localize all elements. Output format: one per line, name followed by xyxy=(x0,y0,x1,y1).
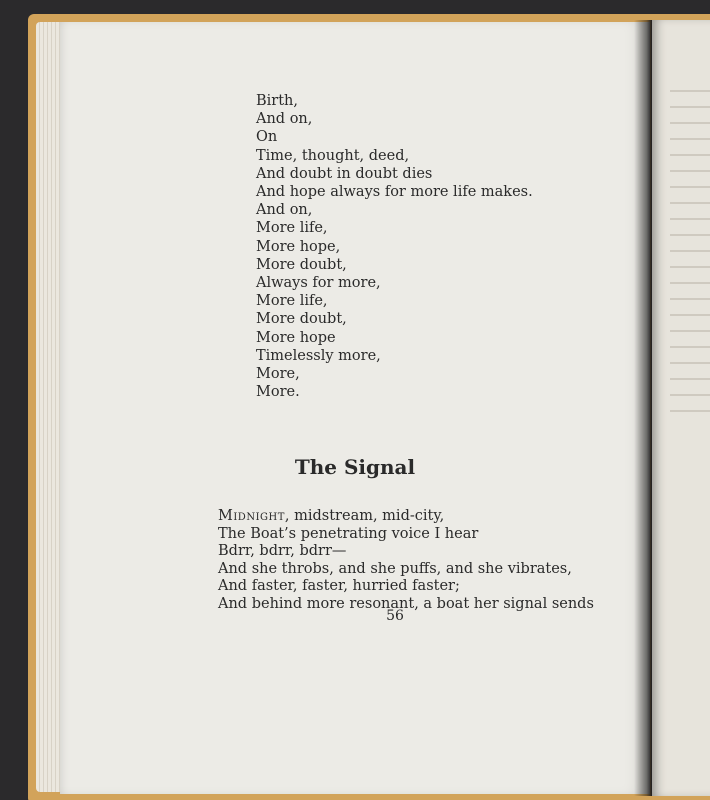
poem-line: More hope, xyxy=(256,238,341,255)
poem-line: And on, xyxy=(256,111,313,128)
poem-line: More life, xyxy=(256,220,328,237)
poem-line: And hope always for more life makes. xyxy=(256,184,533,201)
poem-line: Always for more, xyxy=(256,275,381,292)
poem-line: And faster, faster, hurried faster; xyxy=(218,578,460,595)
poem-line: And on, xyxy=(256,202,313,219)
poem-first-line xyxy=(218,508,594,526)
facing-page xyxy=(652,20,710,796)
facing-page-text-bleed xyxy=(670,90,710,426)
poem-line: Bdrr, bdrr, bdrr— xyxy=(218,543,347,560)
poem-line: On xyxy=(256,129,278,146)
poem-line: More, xyxy=(256,366,300,383)
page-number: 56 xyxy=(386,608,404,624)
poem-line: And behind more resonant, a boat her signal sends xyxy=(218,595,594,612)
poem-line: More doubt, xyxy=(256,256,347,273)
poem-continued xyxy=(256,92,533,401)
poem-first-word: Midnight xyxy=(218,508,285,524)
poem-line: Time, thought, deed, xyxy=(256,147,410,164)
poem-line: And doubt in doubt dies xyxy=(256,165,433,182)
poem-first-line-rest: , midstream, mid-city, xyxy=(284,508,445,524)
poem-line: More hope xyxy=(256,329,336,346)
poem-line: More life, xyxy=(256,293,328,310)
poem-line: And she throbs, and she puffs, and she vibrates, xyxy=(218,560,572,577)
signal-poem xyxy=(218,508,594,614)
poem-line: The Boat’s penetrating voice I hear xyxy=(218,525,479,542)
poem-line: Birth, xyxy=(256,93,298,109)
book-gutter xyxy=(634,20,652,796)
poem-line: More doubt, xyxy=(256,311,347,328)
poem-title: The Signal xyxy=(294,455,416,479)
poem-line: Timelessly more, xyxy=(256,347,381,364)
poem-line: More. xyxy=(256,384,300,401)
